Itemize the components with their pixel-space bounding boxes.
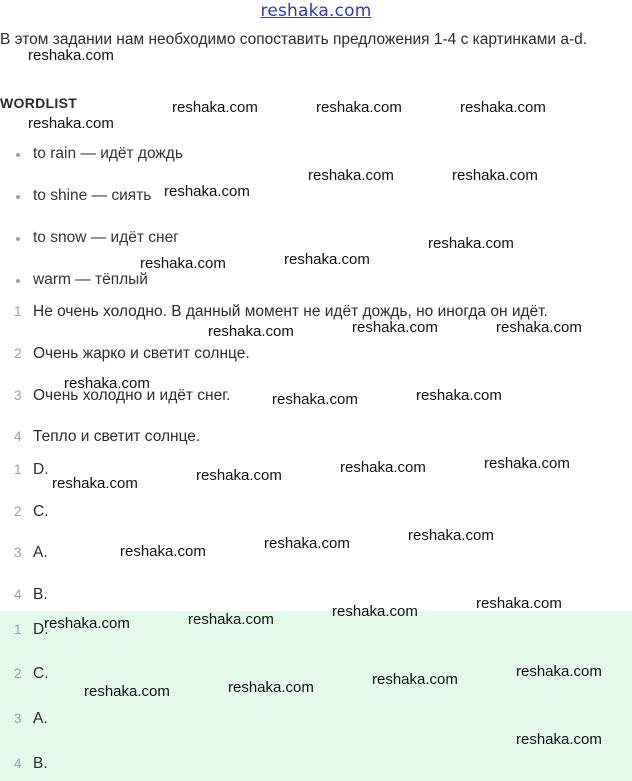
- watermark: reshaka.com: [208, 323, 294, 340]
- watermark: reshaka.com: [516, 663, 602, 680]
- answer-number: 4: [14, 587, 22, 602]
- watermark: reshaka.com: [140, 255, 226, 272]
- sentence-number: 3: [14, 388, 22, 403]
- watermark: reshaka.com: [188, 611, 274, 628]
- sentence-text: Очень холодно и идёт снег.: [33, 387, 231, 404]
- watermark: reshaka.com: [340, 459, 426, 476]
- wordlist-item-label: warm — тёплый: [33, 271, 148, 288]
- answer-text: C.: [33, 665, 49, 682]
- sentence-number: 1: [14, 304, 22, 319]
- watermark: reshaka.com: [84, 683, 170, 700]
- watermark: reshaka.com: [120, 543, 206, 560]
- answer-number: 1: [14, 622, 22, 637]
- wordlist-title: WORDLIST: [0, 95, 78, 111]
- watermark: reshaka.com: [476, 595, 562, 612]
- watermark: reshaka.com: [484, 455, 570, 472]
- watermark: reshaka.com: [372, 671, 458, 688]
- watermark: reshaka.com: [316, 99, 402, 116]
- watermark: reshaka.com: [428, 235, 514, 252]
- answer-text: B.: [33, 755, 48, 772]
- watermark: reshaka.com: [164, 183, 250, 200]
- sentence-number: 4: [14, 429, 22, 444]
- wordlist-item-label: to shine — сиять: [33, 187, 152, 204]
- watermark: reshaka.com: [452, 167, 538, 184]
- answer-text: A.: [33, 710, 48, 727]
- wordlist-item-label: to snow — идёт снег: [33, 229, 179, 246]
- answer-number: 3: [14, 711, 22, 726]
- watermark: reshaka.com: [52, 475, 138, 492]
- watermark: reshaka.com: [28, 115, 114, 132]
- answer-number: 1: [14, 462, 22, 477]
- sentence-text: Не очень холодно. В данный момент не идёт дождь, но иногда он идёт.: [33, 303, 548, 320]
- answer-number: 2: [14, 666, 22, 681]
- watermark: reshaka.com: [332, 603, 418, 620]
- answer-text: D.: [33, 461, 49, 478]
- watermark: reshaka.com: [172, 99, 258, 116]
- watermark: reshaka.com: [272, 391, 358, 408]
- watermark: reshaka.com: [196, 467, 282, 484]
- watermark: reshaka.com: [496, 319, 582, 336]
- answer-number: 2: [14, 504, 22, 519]
- bullet-icon: [16, 237, 20, 241]
- answer-text: B.: [33, 586, 48, 603]
- answer-text: C.: [33, 503, 49, 520]
- watermark: reshaka.com: [408, 527, 494, 544]
- wordlist-item-label: to rain — идёт дождь: [33, 145, 183, 162]
- watermark: reshaka.com: [44, 615, 130, 632]
- watermark: reshaka.com: [352, 319, 438, 336]
- watermark: reshaka.com: [308, 167, 394, 184]
- answer-number: 3: [14, 545, 22, 560]
- watermark: reshaka.com: [516, 731, 602, 748]
- sentence-number: 2: [14, 346, 22, 361]
- answer-text: A.: [33, 544, 48, 561]
- watermark: reshaka.com: [264, 535, 350, 552]
- answer-text: D.: [33, 621, 49, 638]
- watermark: reshaka.com: [416, 387, 502, 404]
- bullet-icon: [16, 195, 20, 199]
- sentence-text: Очень жарко и светит солнце.: [33, 345, 250, 362]
- intro-text: В этом задании нам необходимо сопоставить предложения 1-4 с картинками a-d.: [0, 31, 588, 48]
- bullet-icon: [16, 153, 20, 157]
- watermark: reshaka.com: [64, 375, 150, 392]
- bullet-icon: [16, 279, 20, 283]
- answer-number: 4: [14, 756, 22, 771]
- watermark: reshaka.com: [284, 251, 370, 268]
- watermark: reshaka.com: [28, 47, 114, 64]
- site-link[interactable]: reshaka.com: [260, 1, 372, 21]
- watermark: reshaka.com: [228, 679, 314, 696]
- watermark: reshaka.com: [460, 99, 546, 116]
- sentence-text: Тепло и светит солнце.: [33, 428, 201, 445]
